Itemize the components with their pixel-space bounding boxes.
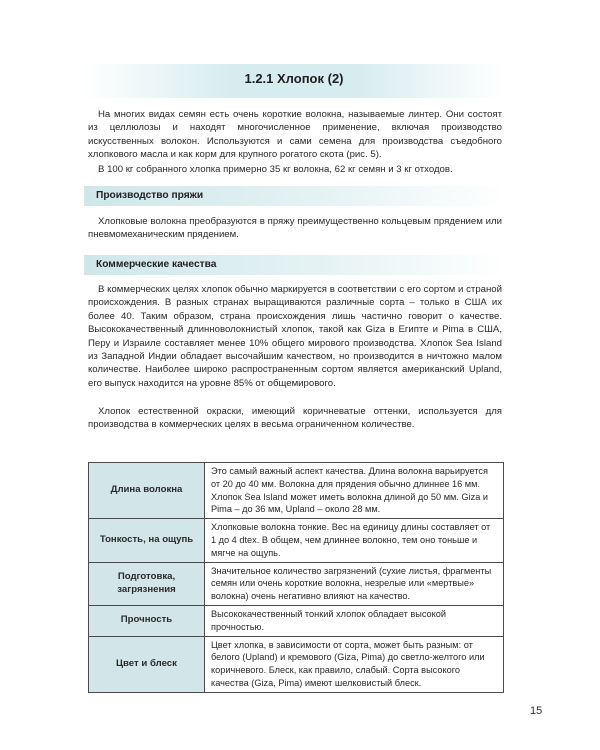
property-name: Тонкость, на ощупь [89, 519, 205, 562]
yarn-paragraph: Хлопковые волокна преобразуются в пряжу преимущественно кольцевым прядением или пневмомеханическим прядением. [88, 216, 502, 241]
property-description: Высококачественный тонкий хлопок обладает высокой прочностью. [205, 605, 504, 636]
commercial-paragraph-2: Хлопок естественной окраски, имеющий коричневатые оттенки, используется для производства в коммерческих целях в весьма ограниченном количестве. [88, 406, 502, 431]
section-yarn-title: Производство пряжи [96, 190, 204, 201]
section-commercial-heading [84, 255, 504, 275]
properties-table [88, 462, 504, 693]
table-row [89, 463, 504, 519]
section-commercial-title: Коммерческие качества [96, 259, 217, 270]
property-name: Подготовка, загрязнения [89, 562, 205, 605]
property-description: Значительное количество загрязнений (сухие листья, фрагменты семян или очень короткие волокна, незрелые или «мертвые» волокна) очень негативно влияют на качество. [205, 562, 504, 605]
property-name: Цвет и блеск [89, 636, 205, 692]
intro-paragraph-2: В 100 кг собранного хлопка примерно 35 кг волокна, 62 кг семян и 3 кг отходов. [98, 164, 453, 175]
commercial-paragraph-1: В коммерческих целях хлопок обычно маркируется в соответствии с его сортом и страной происхождения. В разных странах выращиваются различные сорта – только в США их более 40. Таким образом, страна происхождения лишь частично говорит о качестве. Высококачественный длинноволокнистый хлопок, такой как Giza в Египте и Pima в США, Перу и Израиле составляет менее 10% общего мирового производства. Хлопок Sea Island из Западной Индии обладает высочайшим качеством, но производится в ничтожно малом количестве. Наиболее широко распространенным сортом является американский Upland, его выпуск находится на уровне 85% от общемирового. [88, 284, 502, 389]
table-row [89, 605, 504, 636]
property-name: Длина волокна [89, 463, 205, 519]
page-title: 1.2.1 Хлопок (2) [244, 71, 344, 86]
table-row [89, 519, 504, 562]
property-description: Цвет хлопка, в зависимости от сорта, может быть разным: от белого (Upland) и кремового (Giza, Pima) до светло-желтого или коричневого. Блеск, как правило, слабый. Сорта высокого качества (Giza, Pima) имеют шелковистый блеск. [205, 636, 504, 692]
table-row [89, 562, 504, 605]
property-name: Прочность [89, 605, 205, 636]
property-description: Хлопковые волокна тонкие. Вес на единицу длины составляет от 1 до 4 dtex. В общем, чем длиннее волокно, тем оно тоньше и мягче на ощупь. [205, 519, 504, 562]
section-yarn-heading [84, 186, 504, 206]
table-row [89, 636, 504, 692]
property-description: Это самый важный аспект качества. Длина волокна варьируется от 20 до 40 мм. Волокна для прядения обычно длиннее 16 мм. Хлопок Sea Island может иметь волокна длиной до 50 мм. Giza и Pima – до 36 мм, Upland – около 28 мм. [205, 463, 504, 519]
intro-paragraph-1: На многих видах семян есть очень короткие волокна, называемые линтер. Они состоят из целлюлозы и находят многочисленное применение, включая производство искусственных волокон. Используются и сами семена для производства съедобного хлопкового масла и как корм для крупного рогатого скота (рис. 5). [88, 109, 502, 161]
page-number: 15 [530, 705, 543, 717]
